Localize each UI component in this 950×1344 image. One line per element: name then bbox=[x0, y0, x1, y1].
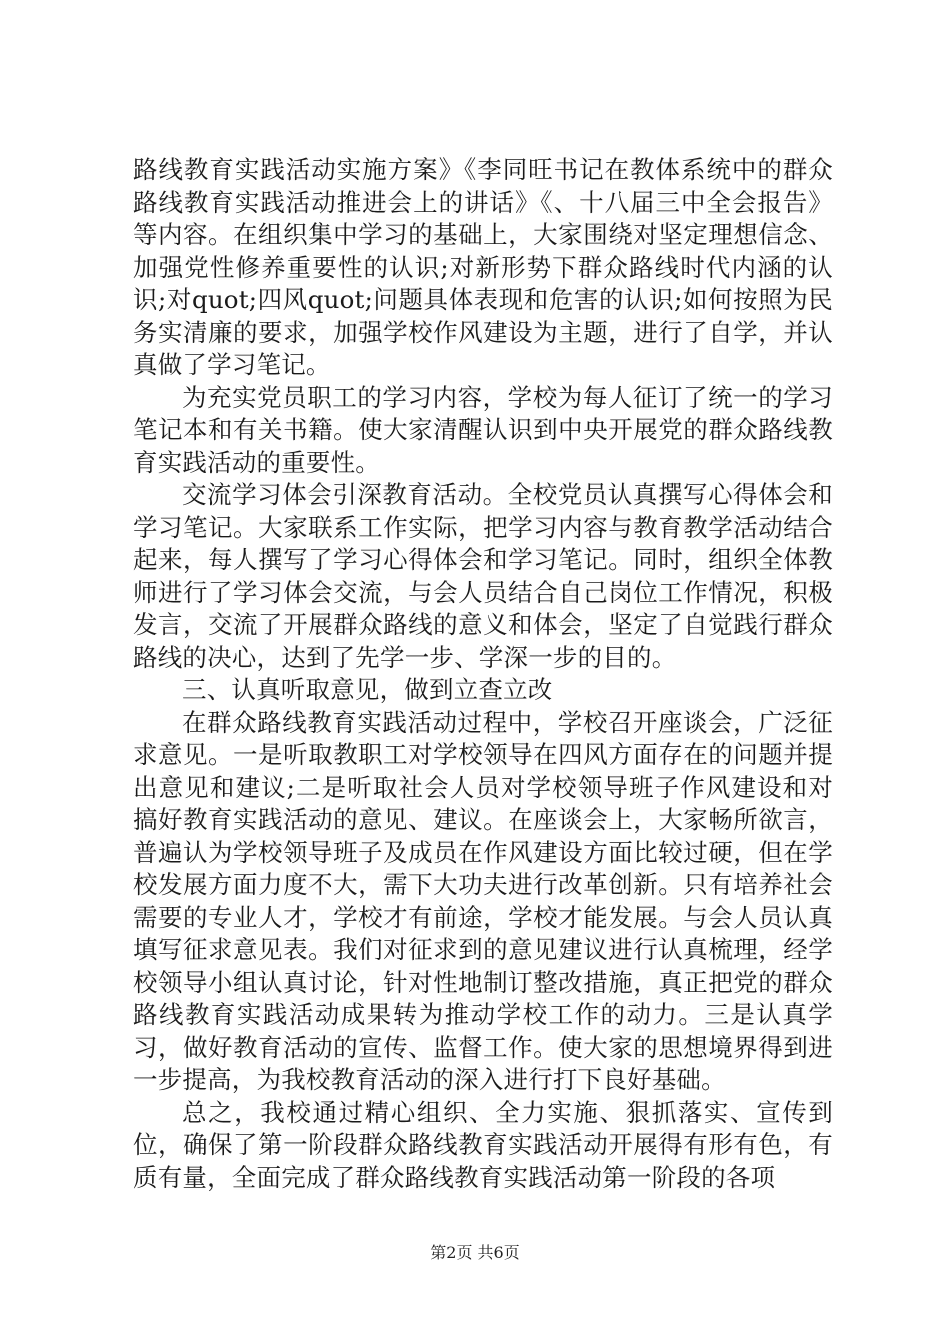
document-body bbox=[133, 154, 833, 1194]
paragraph-1: 路线教育实践活动实施方案》《李同旺书记在教体系统中的群众路线教育实践活动推进会上的讲话》《、十八届三中全会报告》等内容。在组织集中学习的基础上，大家围绕对坚定理想信念、加强党性修养重要性的认识;对新形势下群众路线时代内涵的认识;对quot;四风quot;问题具体表现和危害的认识;如何按照为民务实清廉的要求，加强学校作风建设为主题，进行了自学，并认真做了学习笔记。 bbox=[133, 155, 833, 379]
paragraph-2: 为充实党员职工的学习内容，学校为每人征订了统一的学习笔记本和有关书籍。使大家清醒认识到中央开展党的群众路线教育实践活动的重要性。 bbox=[133, 382, 833, 477]
paragraph-5: 总之，我校通过精心组织、全力实施、狠抓落实、宣传到位，确保了第一阶段群众路线教育实践活动开展得有形有色，有质有量，全面完成了群众路线教育实践活动第一阶段的各项 bbox=[133, 1097, 833, 1192]
page-number-footer: 第2页 共6页 bbox=[430, 1243, 520, 1262]
section-heading: 三、认真听取意见，做到立查立改 bbox=[182, 675, 553, 704]
paragraph-3: 交流学习体会引深教育活动。全校党员认真撰写心得体会和学习笔记。大家联系工作实际，把学习内容与教育教学活动结合起来，每人撰写了学习心得体会和学习笔记。同时，组织全体教师进行了学习体会交流，与会人员结合自己岗位工作情况，积极发言，交流了开展群众路线的意义和体会，坚定了自觉践行群众路线的决心，达到了先学一步、学深一步的目的。 bbox=[133, 480, 833, 672]
paragraph-4: 在群众路线教育实践活动过程中，学校召开座谈会，广泛征求意见。一是听取教职工对学校领导在四风方面存在的问题并提出意见和建议;二是听取社会人员对学校领导班子作风建设和对搞好教育实践活动的意见、建议。在座谈会上，大家畅所欲言，普遍认为学校领导班子及成员在作风建设方面比较过硬，但在学校发展方面力度不大，需下大功夫进行改革创新。只有培养社会需要的专业人才，学校才有前途，学校才能发展。与会人员认真填写征求意见表。我们对征求到的意见建议进行认真梳理，经学校领导小组认真讨论，针对性地制订整改措施，真正把党的群众路线教育实践活动成果转为推动学校工作的动力。三是认真学习，做好教育活动的宣传、监督工作。使大家的思想境界得到进一步提高，为我校教育活动的深入进行打下良好基础。 bbox=[133, 707, 833, 1094]
